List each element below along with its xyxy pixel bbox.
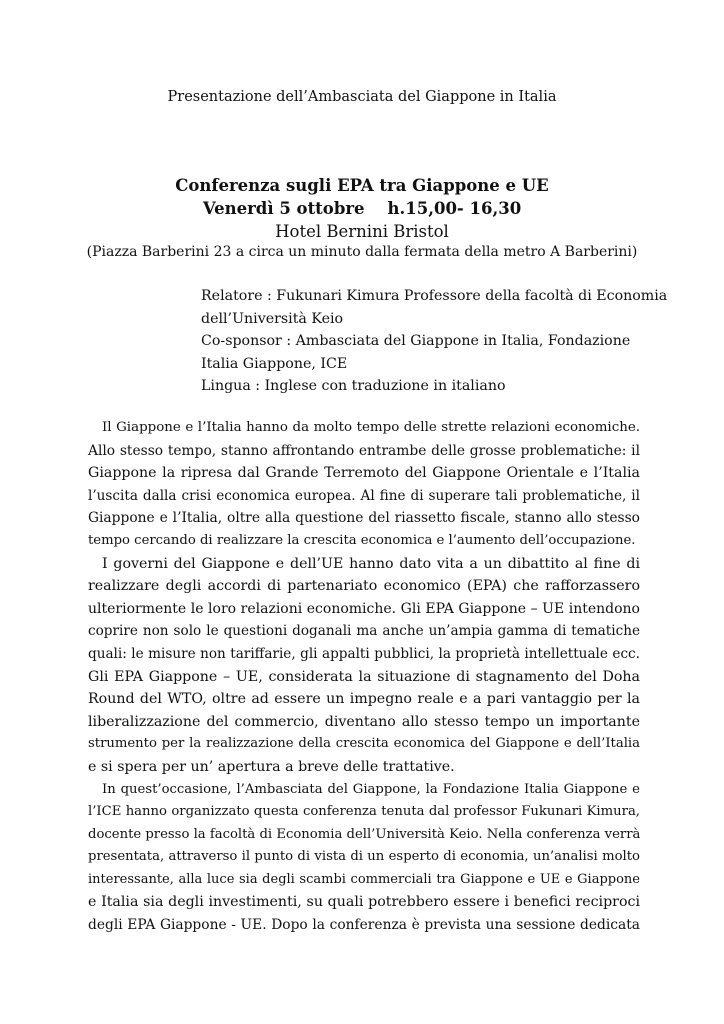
speaker-line: Relatore : Fukunari Kimura Professore della facoltà di Economia [201,288,668,304]
text-line: coprire non solo le questioni doganali ma anche un’ampia gamma di tematiche [88,623,640,640]
document-header: Presentazione dell’Ambasciata del Giappone in Italia [167,89,557,105]
body-text [88,417,640,937]
conference-title: Conferenza sugli EPA tra Giappone e UE [175,176,549,195]
paragraph-1 [88,417,640,553]
text-line: presentata, attraverso il punto di vista di un esperto di economia, un’analisi molto [88,849,640,865]
event-details [201,285,671,398]
text-line: degli EPA Giappone - UE. Dopo la conferenza è prevista una sessione dedicata [88,917,640,934]
text-line: Gli EPA Giappone – UE, considerata la situazione di stagnamento del Doha [88,668,640,685]
text-line: tempo cercando di realizzare la crescita economica e l’aumento dell’occupazione. [88,532,636,548]
text-line: Round del WTO, oltre ad essere un impegno reale e a pari vantaggio per la [88,691,640,708]
text-line: In quest’occasione, l’Ambasciata del Giappone, la Fondazione Italia Giappone e [102,781,640,797]
text-line: e si spera per un’ apertura a breve delle trattative. [88,758,455,775]
text-line: interessante, alla luce sia degli scambi commerciali tra Giappone e UE e Giappone [88,871,640,887]
text-line: strumento per la realizzazione della crescita economica del Giappone e dell’Italia [88,736,640,752]
speaker-line-continued: dell’Università Keio [201,310,344,327]
conference-venue: Hotel Bernini Bristol [275,222,449,241]
cosponsor-line-continued: Italia Giappone, ICE [201,355,348,372]
text-line: ulteriormente le loro relazioni economiche. Gli EPA Giappone – UE intendono [88,600,640,617]
text-line: quali: le misure non tariffarie, gli appalti pubblici, la proprietà intellettuale ecc. [88,645,640,662]
text-line: Giappone e l’Italia, oltre alla questione del riassetto fiscale, stanno allo stesso [88,510,640,527]
text-line: l’uscita dalla crisi economica europea. Al fine di superare tali problematiche, il [88,487,640,504]
text-line: liberalizzazione del commercio, diventano allo stesso tempo un importante [88,713,640,730]
text-line: realizzare degli accordi di partenariato economico (EPA) che rafforzassero [88,578,640,595]
text-line: Allo stesso tempo, stanno affrontando entrambe delle grosse problematiche: il [88,442,640,459]
text-line: I governi del Giappone e dell’UE hanno dato vita a un dibattito al fine di [102,555,640,572]
text-line: l’ICE hanno organizzato questa conferenza tenuta dal professor Fukunari Kimura, [88,804,640,820]
paragraph-2 [88,553,640,779]
conference-date-time: Venerdì 5 ottobre h.15,00- 16,30 [202,199,522,218]
language-line: Lingua : Inglese con traduzione in italiano [201,378,506,395]
paragraph-3 [88,779,640,937]
venue-address: (Piazza Barberini 23 a circa un minuto dalla fermata della metro A Barberini) [86,244,638,260]
text-line: Il Giappone e l’Italia hanno da molto tempo delle strette relazioni economiche. [102,420,640,435]
cosponsor-line: Co-sponsor : Ambasciata del Giappone in Italia, Fondazione [201,333,631,350]
text-line: e Italia sia degli investimenti, su quali potrebbero essere i benefici reciproci [88,894,640,911]
text-line: docente presso la facoltà di Economia dell’Università Keio. Nella conferenza verrà [88,826,641,842]
text-line: Giappone la ripresa dal Grande Terremoto del Giappone Orientale e l’Italia [88,465,640,482]
